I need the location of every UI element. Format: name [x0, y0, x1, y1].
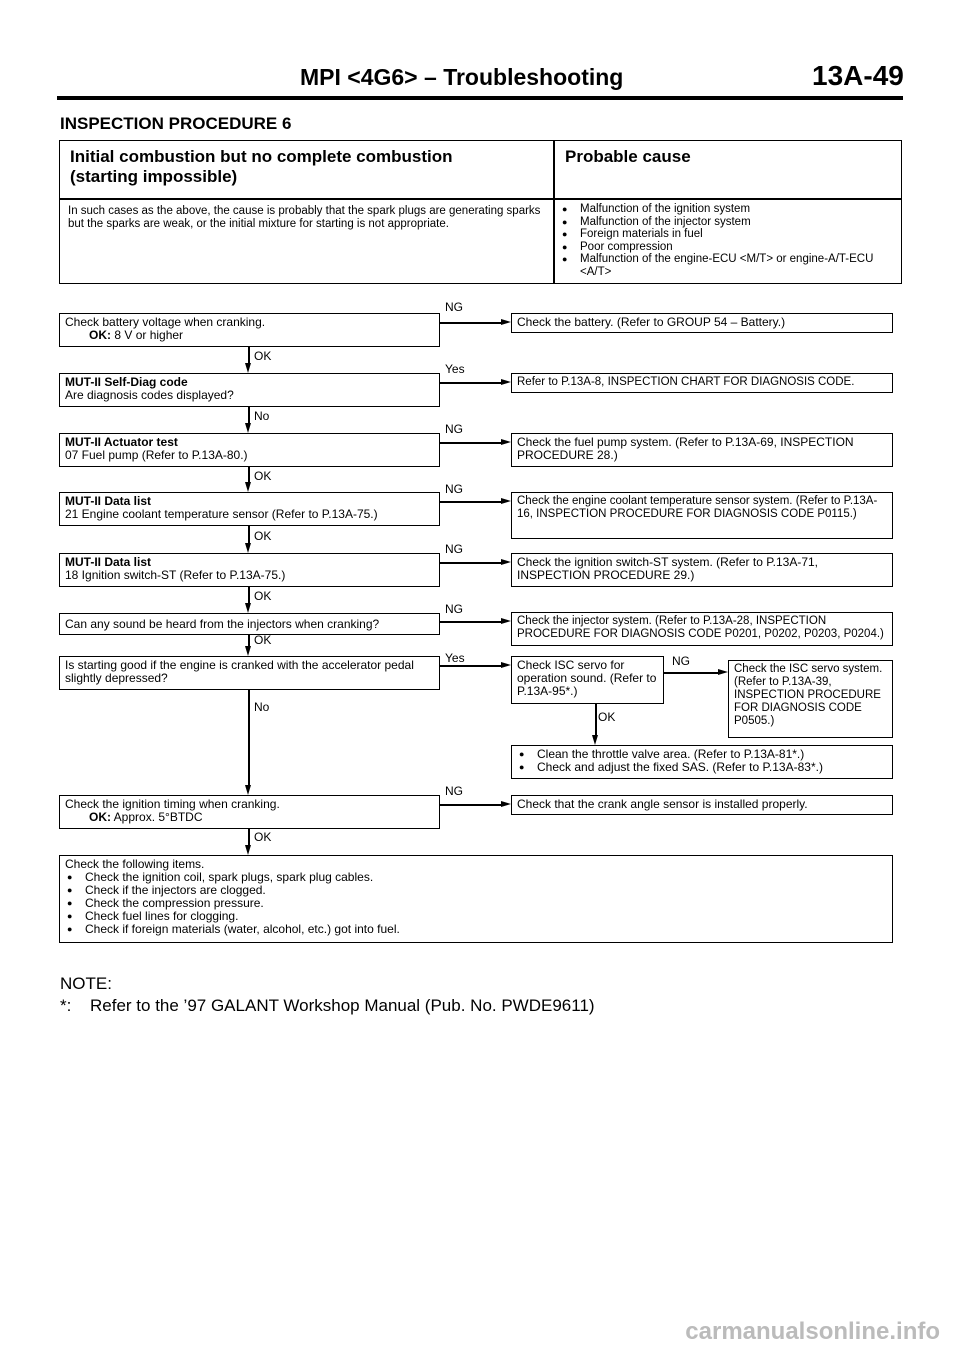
branch-arrow [501, 379, 511, 385]
step-accelerator: Is starting good if the engine is cranked with the accelerator pedal slightly depressed? [59, 656, 440, 690]
final-title: Check the following items. [65, 857, 205, 871]
branch-line [440, 665, 502, 667]
branch-label: Yes [445, 362, 465, 376]
page-header-title: MPI <4G6> – Troubleshooting [300, 64, 624, 90]
result-ect: Check the engine coolant temperature sensor system. (Refer to P.13A-16, INSPECTION PROCEDURE FOR DIAGNOSIS CODE P0115.) [511, 492, 893, 539]
flow-line [248, 829, 250, 845]
flow-arrow [245, 543, 251, 553]
result-fuel-pump: Check the fuel pump system. (Refer to P.13A-69, INSPECTION PROCEDURE 28.) [511, 433, 893, 467]
summary-table [59, 140, 902, 284]
result-isc-servo: Check the ISC servo system. (Refer to P.13A-39, INSPECTION PROCEDURE FOR DIAGNOSIS CODE P0505.) [728, 660, 893, 738]
summary-divider-v [553, 141, 555, 283]
branch-arrow [501, 319, 511, 325]
cause-header: Probable cause [565, 147, 691, 166]
branch-line [440, 621, 502, 623]
flow-arrow [245, 363, 251, 373]
action-item: ● Clean the throttle valve area. (Refer to P.13A-81*.) [517, 748, 887, 761]
symptom-header: Initial combustion but no complete combustion (starting impossible) [70, 147, 453, 186]
branch-label: NG [445, 300, 463, 314]
branch-arrow [501, 618, 511, 624]
branch-label: NG [445, 482, 463, 496]
final-item: ● Check if foreign materials (water, alcohol, etc.) got into fuel. [65, 923, 887, 936]
branch-arrow [501, 439, 511, 445]
branch-label: NG [445, 784, 463, 798]
result-throttle-actions [511, 745, 893, 779]
procedure-title: INSPECTION PROCEDURE 6 [60, 114, 292, 133]
cause-item: ● Foreign materials in fuel [560, 228, 895, 241]
flow-line [595, 704, 597, 735]
step-title: Check the ignition timing when cranking. [65, 797, 280, 811]
flow-arrow [245, 482, 251, 492]
step-data-list-ect [59, 492, 440, 526]
flow-label: OK [254, 589, 272, 603]
step-sub: 07 Fuel pump (Refer to P.13A-80.) [65, 448, 248, 462]
flow-arrow [245, 845, 251, 855]
branch-arrow [501, 559, 511, 565]
step-actuator-test [59, 433, 440, 467]
flow-line [248, 690, 250, 785]
branch-arrow [718, 669, 728, 675]
final-item: ● Check if the injectors are clogged. [65, 884, 887, 897]
branch-arrow [501, 662, 511, 668]
flow-label: OK [254, 529, 272, 543]
branch-label: NG [445, 602, 463, 616]
symptom-description: In such cases as the above, the cause is probably that the spark plugs are generating sparks but the sparks are weak, or the initial mixture for starting is not appropriate. [68, 205, 541, 230]
step-ok-label: OK: [89, 810, 111, 824]
flow-line [248, 635, 250, 646]
branch-label: NG [445, 542, 463, 556]
branch-arrow [501, 498, 511, 504]
page-number: 13A-49 [812, 60, 904, 91]
flow-label: No [254, 700, 270, 714]
step-sub: 18 Ignition switch-ST (Refer to P.13A-75.) [65, 568, 286, 582]
step-injector-sound: Can any sound be heard from the injectors when cranking? [59, 613, 440, 635]
step-title: MUT-II Data list [65, 555, 152, 569]
branch-line [440, 562, 502, 564]
flow-line [248, 407, 250, 423]
flow-line [248, 467, 250, 482]
cause-item: ● Malfunction of the engine-ECU <M/T> or engine-A/T-ECU <A/T> [560, 253, 895, 278]
result-crank-sensor: Check that the crank angle sensor is installed properly. [511, 795, 893, 815]
result-battery: Check the battery. (Refer to GROUP 54 – Battery.) [511, 313, 893, 333]
flow-arrow [245, 646, 251, 656]
branch-line [664, 672, 719, 674]
branch-line [440, 804, 502, 806]
flow-label: OK [254, 830, 272, 844]
step-title: Check battery voltage when cranking. [65, 315, 266, 329]
step-title: MUT-II Data list [65, 494, 152, 508]
cause-item: ● Malfunction of the injector system [560, 216, 895, 229]
watermark: carmanualsonline.info [685, 1318, 940, 1345]
flow-arrow [245, 603, 251, 613]
branch-line [440, 322, 502, 324]
flow-label: No [254, 409, 270, 423]
flow-line [248, 587, 250, 603]
step-ok-text: Approx. 5°BTDC [113, 810, 203, 824]
result-ignition-st: Check the ignition switch-ST system. (Refer to P.13A-71, INSPECTION PROCEDURE 29.) [511, 553, 893, 587]
step-title: MUT-II Actuator test [65, 435, 178, 449]
step-sub: 21 Engine coolant temperature sensor (Refer to P.13A-75.) [65, 507, 378, 521]
step-ignition-timing [59, 795, 440, 829]
flow-arrow [245, 423, 251, 433]
step-battery-check [59, 313, 440, 347]
flow-arrow [592, 735, 598, 745]
step-ok-label: OK: [89, 328, 111, 342]
cause-item: ● Poor compression [560, 241, 895, 254]
flow-label: OK [598, 710, 616, 724]
flow-line [248, 347, 250, 363]
cause-list [560, 203, 895, 278]
branch-label: Yes [445, 651, 465, 665]
flow-label: OK [254, 633, 272, 647]
final-item: ● Check fuel lines for clogging. [65, 910, 887, 923]
note-text: Refer to the ’97 GALANT Workshop Manual (Pub. No. PWDE9611) [90, 996, 595, 1015]
step-ok-text: 8 V or higher [114, 328, 184, 342]
final-item: ● Check the compression pressure. [65, 897, 887, 910]
result-injector: Check the injector system. (Refer to P.13A-28, INSPECTION PROCEDURE FOR DIAGNOSIS CODE P0201, P0202, P0203, P0204.) [511, 612, 893, 646]
branch-line [440, 382, 502, 384]
branch-line [440, 501, 502, 503]
flow-label: OK [254, 349, 272, 363]
step-self-diag [59, 373, 440, 407]
result-diag-chart: Refer to P.13A-8, INSPECTION CHART FOR DIAGNOSIS CODE. [511, 373, 893, 393]
note-label: NOTE: [60, 974, 112, 993]
note-marker: *: [60, 996, 72, 1015]
final-checks [59, 855, 893, 943]
result-isc-sound: Check ISC servo for operation sound. (Refer to P.13A-95*.) [511, 656, 664, 704]
step-sub: Are diagnosis codes displayed? [65, 388, 234, 402]
branch-label: NG [672, 654, 690, 668]
step-data-list-ignition [59, 553, 440, 587]
summary-divider-h [60, 198, 901, 200]
branch-line [440, 442, 502, 444]
action-item: ● Check and adjust the fixed SAS. (Refer to P.13A-83*.) [517, 761, 887, 774]
flow-arrow [245, 785, 251, 795]
final-item: ● Check the ignition coil, spark plugs, spark plug cables. [65, 871, 887, 884]
flow-line [248, 526, 250, 543]
flow-label: OK [254, 469, 272, 483]
step-title: MUT-II Self-Diag code [65, 375, 188, 389]
branch-arrow [501, 801, 511, 807]
cause-item: ● Malfunction of the ignition system [560, 203, 895, 216]
header-rule [57, 96, 903, 100]
branch-label: NG [445, 422, 463, 436]
